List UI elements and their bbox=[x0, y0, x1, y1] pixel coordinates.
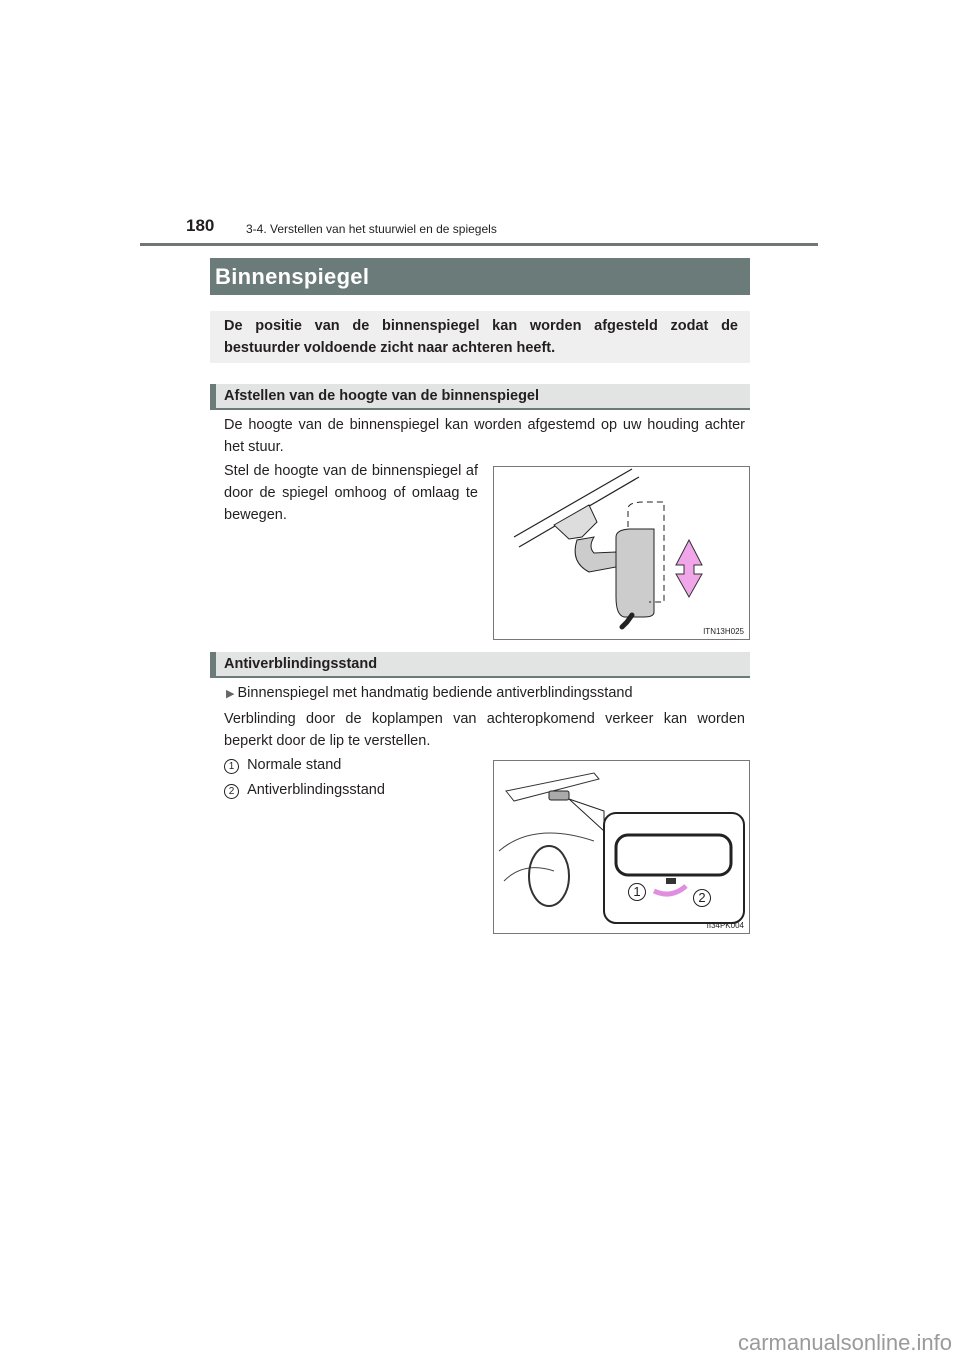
watermark: carmanualsonline.info bbox=[737, 1330, 952, 1355]
bullet-item bbox=[226, 682, 746, 705]
figure-code: II34PK004 bbox=[706, 921, 744, 930]
figure-mirror-height bbox=[493, 466, 750, 640]
paragraph: De hoogte van de binnenspiegel kan worden afgestemd op uw houding achter het stuur. bbox=[224, 417, 745, 455]
paragraph: Stel de hoogte van de binnenspiegel af door de spiegel omhoog of omlaag te bewegen. bbox=[224, 463, 478, 523]
figure-code: ITN13H025 bbox=[703, 627, 744, 636]
antiglare-illustration bbox=[494, 761, 749, 933]
list-item bbox=[224, 754, 341, 776]
page-title: Binnenspiegel bbox=[210, 258, 750, 295]
list-item-label: Normale stand bbox=[247, 757, 342, 773]
triangle-bullet-icon: ▶ bbox=[226, 688, 238, 700]
number-circle: 1 bbox=[224, 759, 239, 774]
subheading-antiglare: Antiverblindingsstand bbox=[210, 652, 750, 678]
intro-box: De positie van de binnenspiegel kan worden afgesteld zodat de bestuurder voldoende zicht naar achteren heeft. bbox=[210, 311, 750, 363]
page-number: 180 bbox=[186, 216, 215, 235]
figure-label: 1 bbox=[628, 883, 646, 901]
header-rule bbox=[140, 243, 818, 246]
number-circle: 2 bbox=[224, 784, 239, 799]
bullet-text: Binnenspiegel met handmatig bediende antiverblindingsstand bbox=[237, 685, 633, 701]
list-item bbox=[224, 779, 385, 801]
figure-antiglare bbox=[493, 760, 750, 934]
paragraph: Verblinding door de koplampen van achteropkomend verkeer kan worden beperkt door de lip te verstellen. bbox=[224, 711, 745, 749]
list-item-label: Antiverblindingsstand bbox=[247, 782, 385, 798]
mirror-height-illustration bbox=[494, 467, 749, 639]
subheading-height: Afstellen van de hoogte van de binnenspiegel bbox=[210, 384, 750, 410]
section-header: 3-4. Verstellen van het stuurwiel en de spiegels bbox=[246, 222, 497, 236]
figure-label: 2 bbox=[693, 889, 711, 907]
